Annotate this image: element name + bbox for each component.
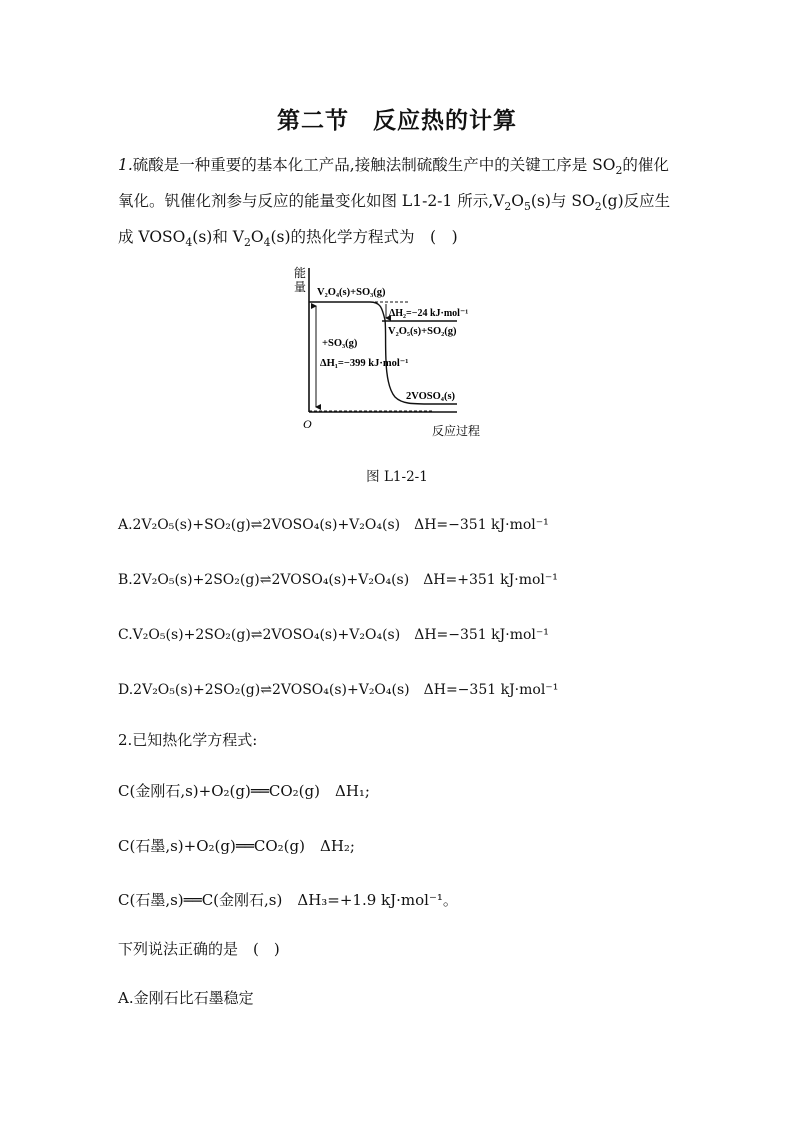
equation-2: C(石墨,s)+O₂(g)══CO₂(g) ΔH₂; — [118, 837, 355, 855]
subscript: 2 — [243, 236, 251, 250]
equation-3: C(石墨,s)══C(金刚石,s) ΔH₃=+1.9 kJ·mol⁻¹。 — [118, 891, 458, 909]
subscript: 4 — [263, 236, 271, 250]
dh1-label: ΔH₁=−399 kJ·mol⁻¹ — [320, 358, 409, 369]
q1-text: (s)和 V — [192, 228, 244, 247]
question-2-intro: 2.已知热化学方程式: — [118, 731, 258, 749]
subscript: 5 — [523, 200, 531, 214]
q1-text: O — [511, 192, 524, 211]
question-2-prompt: 下列说法正确的是 ( ) — [118, 940, 280, 958]
subscript: 2 — [615, 164, 623, 178]
option-c: C.V₂O₅(s)+2SO₂(g)⇌2VOSO₄(s)+V₂O₄(s) ΔH=−351 kJ·mol⁻¹ — [118, 627, 549, 643]
origin-label: O — [303, 417, 312, 431]
figure-caption: 图 L1-2-1 — [366, 469, 428, 485]
q1-text: (s)与 SO — [530, 192, 595, 211]
question-1 — [118, 150, 678, 258]
q1-text: (g)反应生成 VOSO — [118, 192, 671, 247]
top-level-label: V₂O₄(s)+SO₃(g) — [317, 287, 386, 298]
q1-text: 硫酸是一种重要的基本化工产品,接触法制硫酸生产中的关键工序是 SO — [132, 156, 616, 174]
option-b: B.2V₂O₅(s)+2SO₂(g)⇌2VOSO₄(s)+V₂O₄(s) ΔH=+351 kJ·mol⁻¹ — [118, 572, 558, 588]
mid-level-label: V₂O₅(s)+SO₂(g) — [388, 326, 457, 337]
energy-diagram-svg — [282, 262, 502, 442]
question-2-option-a: A.金刚石比石墨稳定 — [118, 989, 254, 1007]
q1-text: O — [250, 228, 264, 247]
bottom-level-label: 2VOSO₄(s) — [406, 391, 456, 402]
subscript: 2 — [594, 200, 602, 214]
dh2-label: ΔH₂=−24 kJ·mol⁻¹ — [389, 308, 469, 319]
y-axis-label: 量 — [294, 280, 307, 294]
equation-1: C(金刚石,s)+O₂(g)══CO₂(g) ΔH₁; — [118, 782, 370, 800]
y-axis-label: 能 — [294, 266, 307, 280]
q1-text: 的催化氧化。钒催化剂参与反应的能量变化如图 L1-2-1 所示,V — [118, 156, 669, 211]
question-number: 1. — [118, 156, 133, 174]
subscript: 4 — [185, 236, 193, 250]
x-axis-label: 反应过程 — [432, 424, 481, 438]
option-d: D.2V₂O₅(s)+2SO₂(g)⇌2VOSO₄(s)+V₂O₄(s) ΔH=−351 kJ·mol⁻¹ — [118, 682, 559, 698]
option-a: A.2V₂O₅(s)+SO₂(g)⇌2VOSO₄(s)+V₂O₄(s) ΔH=−351 kJ·mol⁻¹ — [118, 517, 549, 533]
page-title: 第二节 反应热的计算 — [277, 108, 517, 134]
q1-text: (s)的热化学方程式为 ( ) — [270, 228, 458, 247]
energy-diagram — [282, 262, 502, 446]
subscript: 2 — [504, 200, 512, 214]
so3-label: +SO₃(g) — [322, 338, 358, 349]
